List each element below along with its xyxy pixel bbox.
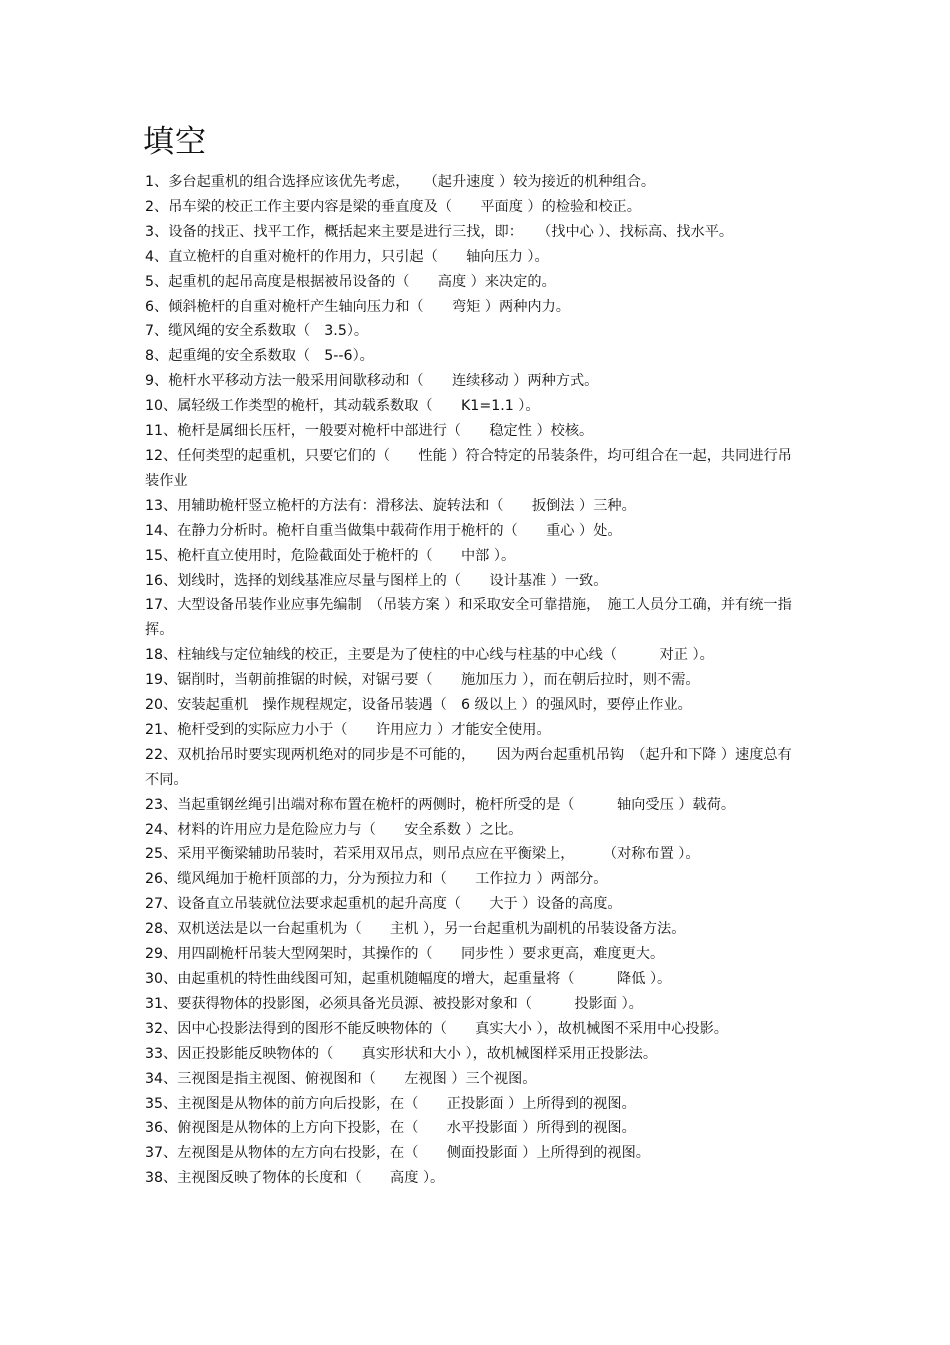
list-item: 8、起重绳的安全系数取（ 5--6）。 <box>145 348 374 365</box>
list-item: 10、属轻级工作类型的桅杆，其动载系数取（ K1=1.1 ）。 <box>145 398 540 415</box>
list-item: 35、主视图是从物体的前方向后投影，在（ 正投影面 ）上所得到的视图。 <box>145 1095 636 1112</box>
list-item: 31、要获得物体的投影图，必须具备光员源、被投影对象和（ 投影面 ）。 <box>145 995 643 1012</box>
list-item: 37、左视图是从物体的左方向右投影，在（ 侧面投影面 ）上所得到的视图。 <box>145 1145 650 1162</box>
list-item: 4、直立桅杆的自重对桅杆的作用力，只引起（ 轴向压力 ）。 <box>145 248 549 265</box>
list-item: 5、起重机的起吊高度是根据被吊设备的（ 高度 ）来决定的。 <box>145 273 556 290</box>
list-item: 28、双机送法是以一台起重机为（ 主机 ），另一台起重机为副机的吊装设备方法。 <box>145 921 686 938</box>
list-item: 13、用辅助桅杆竖立桅杆的方法有：滑移法、旋转法和（ 扳倒法 ）三种。 <box>145 497 636 514</box>
list-item: 27、设备直立吊装就位法要求起重机的起升高度（ 大于 ）设备的高度。 <box>145 896 622 913</box>
list-item: 16、划线时，选择的划线基准应尽量与图样上的（ 设计基准 ）一致。 <box>145 572 608 589</box>
list-item: 7、缆风绳的安全系数取（ 3.5）。 <box>145 323 369 340</box>
list-item: 1、多台起重机的组合选择应该优先考虑， （起升速度 ）较为接近的机种组合。 <box>145 174 656 190</box>
page-title: 填空 <box>143 124 207 160</box>
list-item: 20、安装起重机 操作规程规定，设备吊装遇（ 6 级以上 ）的强风时，要停止作业。 <box>145 697 692 714</box>
list-item: 12、任何类型的起重机，只要它们的（ 性能 ）符合特定的吊装条件，均可组合在一起，共同进行吊装作业 <box>145 447 792 489</box>
list-item: 11、桅杆是属细长压杆，一般要对桅杆中部进行（ 稳定性 ）校核。 <box>145 423 594 440</box>
list-item: 21、桅杆受到的实际应力小于（ 许用应力 ）才能安全使用。 <box>145 721 551 738</box>
list-item: 17、大型设备吊装作业应事先编制 （吊装方案 ）和采取安全可靠措施， 施工人员分工确，并有统一指挥。 <box>145 597 792 639</box>
list-item: 14、在静力分析时。桅杆自重当做集中载荷作用于桅杆的（ 重心 ）处。 <box>145 522 622 539</box>
list-item: 38、主视图反映了物体的长度和（ 高度 ）。 <box>145 1170 445 1187</box>
list-item: 30、由起重机的特性曲线图可知，起重机随幅度的增大，起重量将（ 降低 ）。 <box>145 971 672 987</box>
list-item: 26、缆风绳加于桅杆顶部的力，分为预拉力和（ 工作拉力 ）两部分。 <box>145 871 608 888</box>
list-item: 34、三视图是指主视图、俯视图和（ 左视图 ）三个视图。 <box>145 1070 537 1087</box>
list-item: 22、双机抬吊时要实现两机绝对的同步是不可能的， 因为两台起重机吊钩 （起升和下降 ）速度总有不同。 <box>145 746 792 788</box>
list-item: 3、设备的找正、找平工作，概括起来主要是进行三找，即： （找中心 ）、找标高、找水平。 <box>145 223 734 240</box>
list-item: 25、采用平衡梁辅助吊装时，若采用双吊点，则吊点应在平衡梁上， （对称布置 ）。 <box>145 846 700 863</box>
list-item: 24、材料的许用应力是危险应力与（ 安全系数 ）之比。 <box>145 821 523 838</box>
list-item: 36、俯视图是从物体的上方向下投影，在（ 水平投影面 ）所得到的视图。 <box>145 1120 636 1137</box>
list-item: 15、桅杆直立使用时，危险截面处于桅杆的（ 中部 ）。 <box>145 547 516 564</box>
list-item: 29、用四副桅杆吊装大型网架时，其操作的（ 同步性 ）要求更高，难度更大。 <box>145 946 665 963</box>
list-item: 32、因中心投影法得到的图形不能反映物体的（ 真实大小 ），故机械图不采用中心投影。 <box>145 1020 728 1037</box>
list-item: 9、桅杆水平移动方法一般采用间歇移动和（ 连续移动 ）两种方式。 <box>145 373 599 390</box>
list-item: 18、柱轴线与定位轴线的校正，主要是为了使柱的中心线与柱基的中心线（ 对正 ）。 <box>145 647 714 664</box>
list-item: 6、倾斜桅杆的自重对桅杆产生轴向压力和（ 弯矩 ）两种内力。 <box>145 298 570 315</box>
list-item: 19、锯削时，当朝前推锯的时候，对锯弓要（ 施加压力 ），而在朝后拉时，则不需。 <box>145 672 700 689</box>
list-item: 23、当起重钢丝绳引出端对称布置在桅杆的两侧时，桅杆所受的是（ 轴向受压 ）载荷。 <box>145 796 736 813</box>
list-item: 2、吊车梁的校正工作主要内容是梁的垂直度及（ 平面度 ）的检验和校正。 <box>145 198 641 215</box>
list-item: 33、因正投影能反映物体的（ 真实形状和大小 ），故机械图样采用正投影法。 <box>145 1045 658 1062</box>
question-list <box>145 170 805 1191</box>
